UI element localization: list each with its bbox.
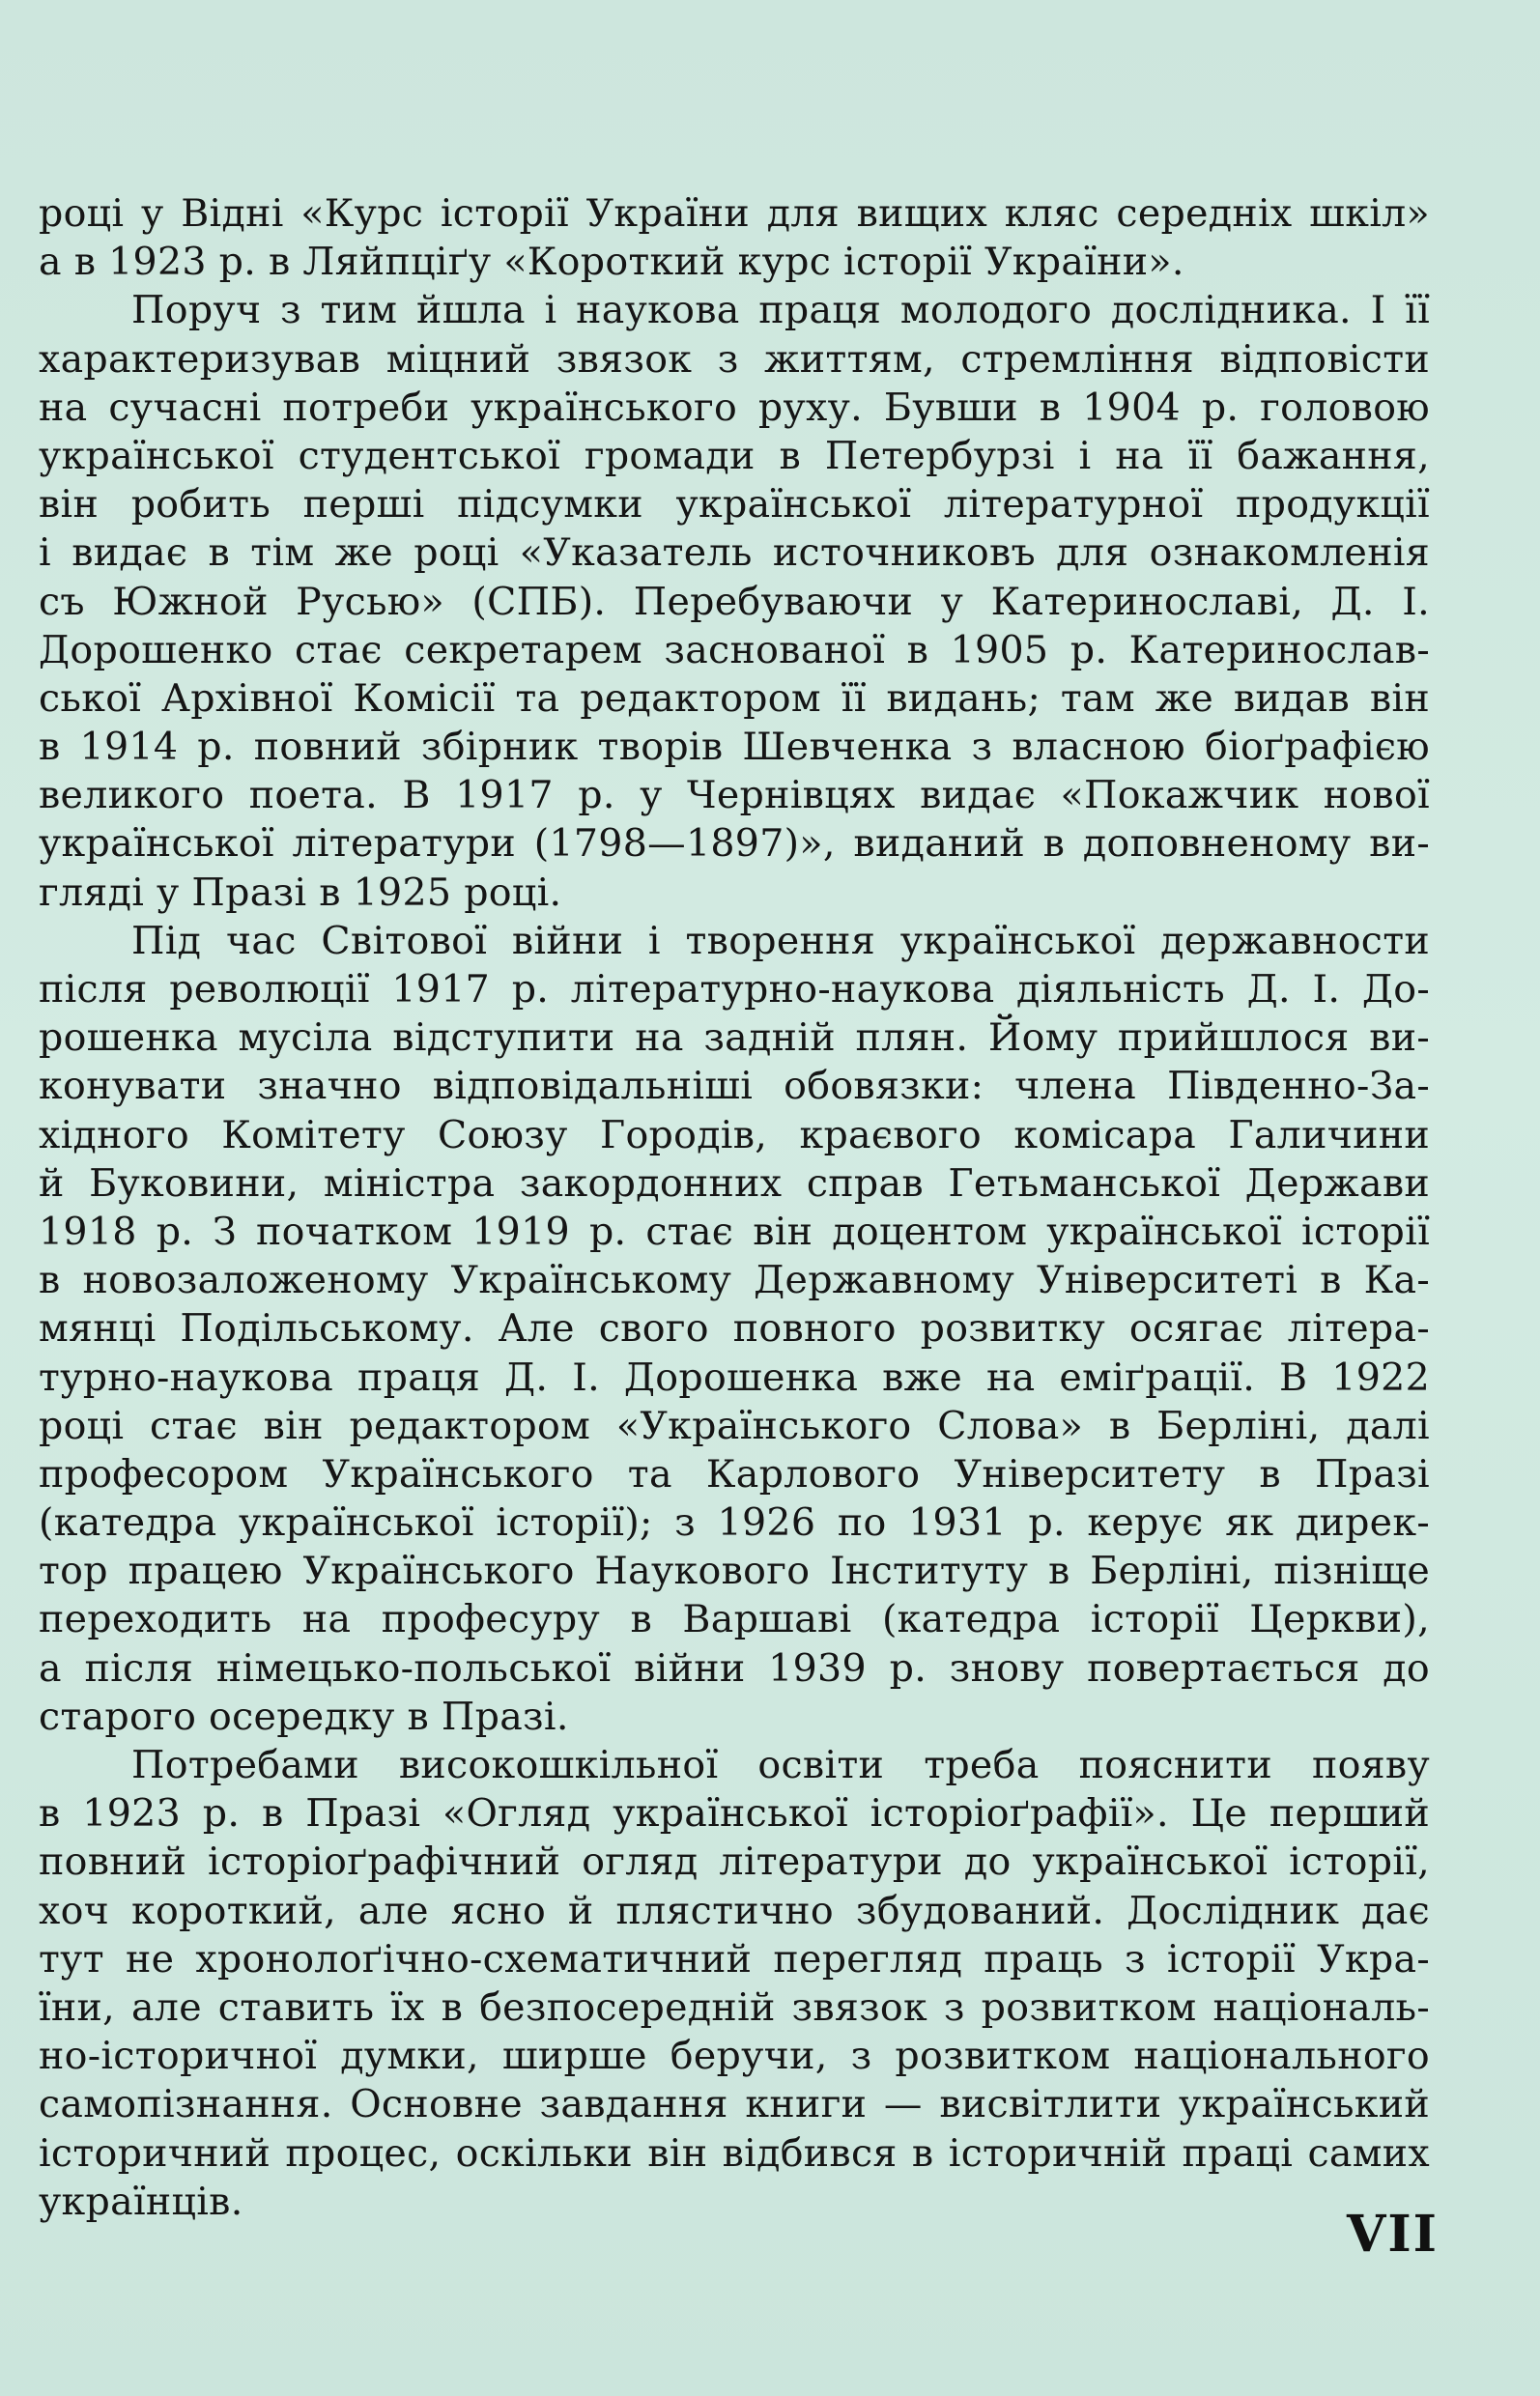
text-line: гляді у Празі в 1925 році. [39, 870, 562, 915]
text-line: характеризував міцний звязок з життям, стремління відповісти [39, 336, 1430, 382]
text-line: повний історіоґрафічний огляд літератури до української історії, [39, 1840, 1430, 1885]
text-line: в 1914 р. повний збірник творів Шевченка з власною біоґрафією [39, 725, 1430, 770]
text-line: тут не хронолоґічно-схематичний перегляд праць з історії Укра- [39, 1936, 1430, 1982]
text-line: 1918 р. З початком 1919 р. стає він доцентом української історії [39, 1209, 1430, 1254]
text-line: він робить перші підсумки української літературної продукції [39, 482, 1430, 528]
text-line: (катедра української історії); з 1926 по 1931 р. керує як дирек- [39, 1500, 1430, 1546]
text-line: й Буковини, міністра закордонних справ Гетьманської Держави [39, 1160, 1430, 1206]
text-line: тор працею Українського Наукового Інституту в Берліні, пізніще [39, 1549, 1430, 1594]
text-line: році у Відні «Курс історії України для вищих кляс середніх шкіл» [39, 191, 1430, 236]
text-line: української літератури (1798—1897)», виданий в доповненому ви- [39, 821, 1430, 867]
text-line: переходить на професуру в Варшаві (катедра історії Церкви), [39, 1597, 1430, 1642]
text-line: році стає він редактором «Українського Слова» в Берліні, далі [39, 1403, 1430, 1448]
text-line: на сучасні потреби українського руху. Бувши в 1904 р. головою [39, 385, 1430, 430]
text-line: конувати значно відповідальніші обовязки: члена Південно-За- [39, 1064, 1430, 1109]
text-line: української студентської громади в Петербурзі і на її бажання, [39, 433, 1430, 478]
text-line: но-історичної думки, ширше беручи, з розвитком національного [39, 2034, 1430, 2079]
text-line: а після німецько-польської війни 1939 р. знову повертається до [39, 1645, 1430, 1691]
text-line: рошенка мусіла відступити на задній плян. Йому прийшлося ви- [39, 1015, 1430, 1061]
text-line: самопізнання. Основне завдання книги — висвітлити український [39, 2082, 1430, 2127]
text-line: Дорошенко стає секретарем заснованої в 1905 р. Катеринослав- [39, 627, 1430, 672]
text-line: а в 1923 р. в Ляйпціґу «Короткий курс історії України». [39, 240, 1184, 285]
text-line: старого осередку в Празі. [39, 1694, 569, 1739]
text-line: хоч короткий, але ясно й плястично збудований. Дослідник дає [39, 1888, 1430, 1933]
text-line: ської Архівної Комісії та редактором її видань; там же видав він [39, 675, 1430, 721]
text-line: професором Українського та Карлового Університету в Празі [39, 1451, 1430, 1497]
text-line: великого поета. В 1917 р. у Чернівцях видає «Покажчик нової [39, 773, 1430, 818]
text-line: хідного Комітету Союзу Городів, краєвого комісара Галичини [39, 1112, 1430, 1157]
text-line: в 1923 р. в Празі «Огляд української історіоґрафії». Це перший [39, 1791, 1430, 1837]
text-line: Під час Світової війни і творення української державности [131, 918, 1430, 963]
text-line: історичний процес, оскільки він відбився в історичній праці самих [39, 2130, 1430, 2176]
text-line: і видає в тім же році «Указатель источниковъ для ознакомленія [39, 530, 1430, 576]
text-line: після революції 1917 р. літературно-наукова діяльність Д. І. До- [39, 967, 1430, 1012]
page-number: VII [1347, 2205, 1439, 2264]
body-text [39, 189, 1430, 2226]
text-line: їни, але ставить їх в безпосередній звязок з розвитком національ- [39, 1984, 1430, 2030]
text-line: українців. [39, 2179, 243, 2224]
text-line: в новозаложеному Українському Державному Університеті в Ка- [39, 1258, 1430, 1303]
text-line: Поруч з тим йшла і наукова праця молодого дослідника. І її [131, 288, 1430, 333]
text-line: съ Южной Русью» (СПБ). Перебуваючи у Катеринославі, Д. І. [39, 579, 1430, 624]
text-line: мянці Подільському. Але свого повного розвитку осягає літера- [39, 1306, 1430, 1352]
text-line: турно-наукова праця Д. І. Дорошенка вже на еміґрації. В 1922 [39, 1355, 1430, 1400]
text-line: Потребами високошкільної освіти треба пояснити появу [131, 1743, 1430, 1787]
